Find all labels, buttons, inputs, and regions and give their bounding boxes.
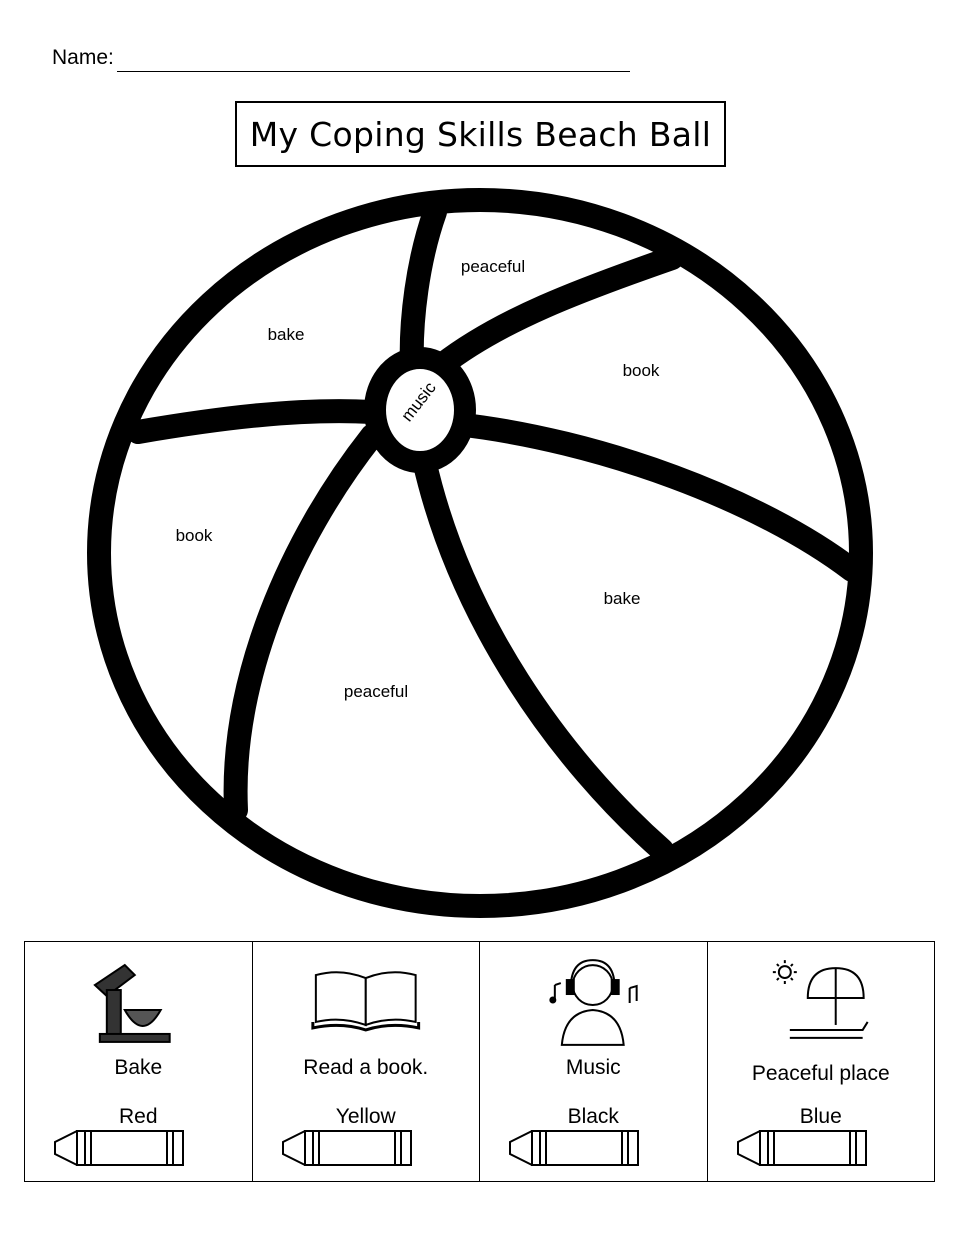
key-color: Red: [118, 1105, 158, 1128]
open-book-icon: [253, 950, 480, 1060]
key-cell-music: [480, 942, 708, 1181]
ball-section-label: book: [175, 526, 213, 545]
key-label: Bake: [114, 1056, 163, 1079]
key-color: Blue: [799, 1105, 842, 1128]
key-label: Read a book.: [303, 1056, 429, 1079]
key-color: Black: [567, 1105, 619, 1128]
key-label: Music: [565, 1056, 621, 1079]
ball-seam: [456, 424, 852, 570]
crayon-icon: [506, 1128, 642, 1168]
page-title: My Coping Skills Beach Ball: [249, 114, 712, 154]
name-label: Name:: [52, 46, 114, 69]
ball-section-label: book: [622, 361, 660, 380]
headphones-person-icon: [480, 950, 707, 1060]
ball-seam: [138, 411, 372, 432]
ball-center-label: music: [397, 378, 440, 426]
crayon-icon: [51, 1128, 187, 1168]
mixer-icon: [25, 950, 252, 1060]
ball-section-label: bake: [603, 589, 641, 608]
ball-section-label: peaceful: [343, 682, 409, 701]
key-label: Peaceful place: [751, 1062, 890, 1085]
ball-outline: [99, 200, 861, 906]
crayon-icon: [279, 1128, 415, 1168]
ball-section-label: peaceful: [460, 257, 526, 276]
key-cell-peaceful: [708, 942, 935, 1181]
ball-seam: [412, 212, 435, 370]
ball-seam: [424, 460, 662, 850]
ball-section-label: bake: [267, 325, 305, 344]
key-color: Yellow: [335, 1105, 396, 1128]
crayon-icon: [734, 1128, 870, 1168]
key-cell-bake: [25, 942, 253, 1181]
color-key-table: [24, 941, 935, 1182]
key-cell-book: [253, 942, 481, 1181]
beach-umbrella-icon: [708, 950, 935, 1060]
ball-seam: [236, 436, 372, 810]
